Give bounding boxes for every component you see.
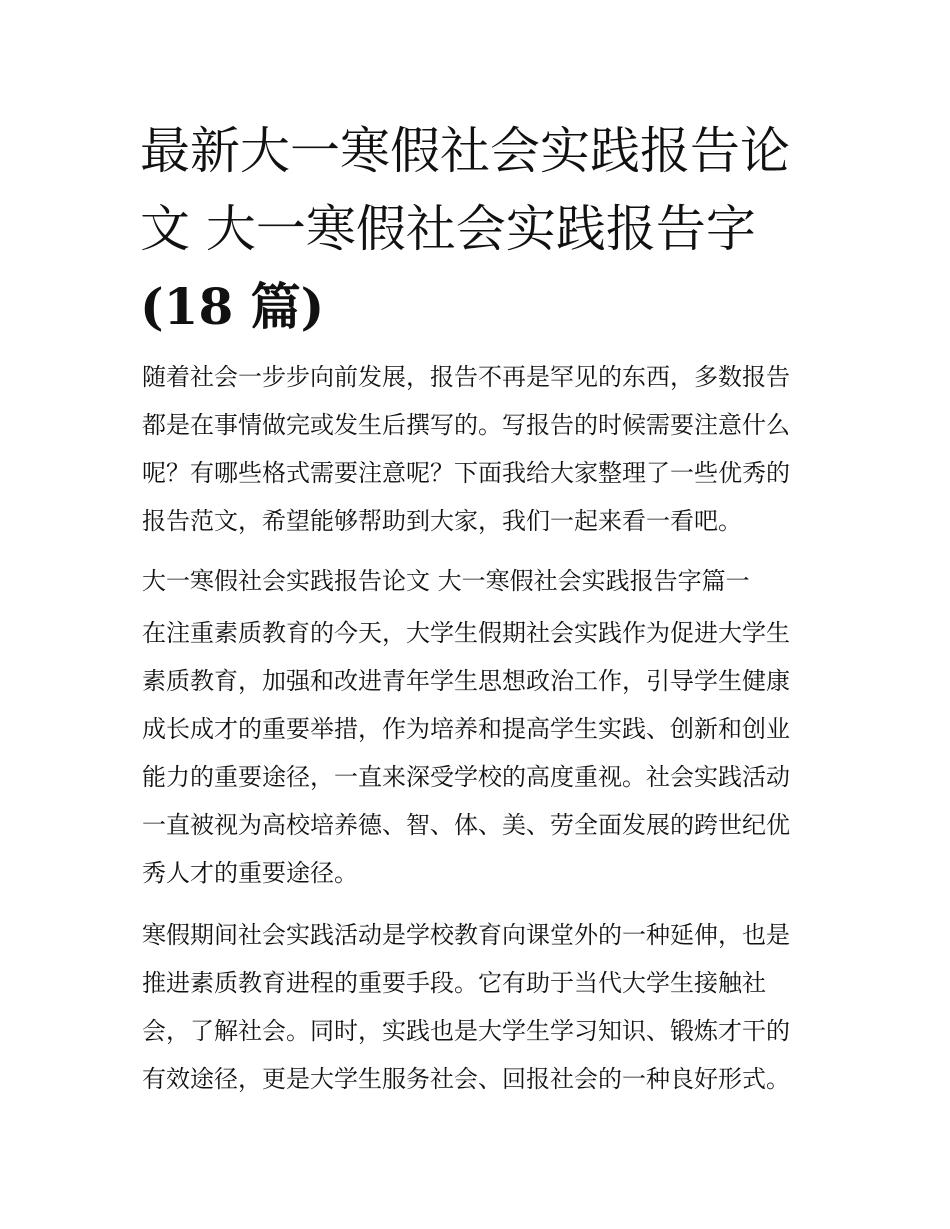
intro-paragraph — [142, 353, 822, 545]
text-line: 报告范文，希望能够帮助到大家，我们一起来看一看吧。 — [142, 507, 742, 535]
text-line: 素质教育，加强和改进青年学生思想政治工作，引导学生健康 — [142, 667, 790, 695]
text-line: 一直被视为高校培养德、智、体、美、劳全面发展的跨世纪优 — [142, 811, 790, 839]
document-title — [140, 112, 820, 346]
text-line: 呢？有哪些格式需要注意呢？下面我给大家整理了一些优秀的 — [142, 459, 790, 487]
body-paragraph — [142, 609, 822, 897]
text-line: 随着社会一步步向前发展，报告不再是罕见的东西，多数报告 — [142, 363, 790, 391]
title-line: 最新大一寒假社会实践报告论 — [140, 122, 790, 180]
text-line: 推进素质教育进程的重要手段。它有助于当代大学生接触社 — [142, 969, 766, 997]
section-heading: 大一寒假社会实践报告论文 大一寒假社会实践报告字篇一 — [142, 567, 750, 595]
body-paragraph — [142, 911, 822, 1103]
text-line: 成长成才的重要举措，作为培养和提高学生实践、创新和创业 — [142, 715, 790, 743]
title-line: 文 大一寒假社会实践报告字 — [140, 200, 756, 258]
title-line: (18 篇) — [140, 277, 325, 336]
text-line: 能力的重要途径，一直来深受学校的高度重视。社会实践活动 — [142, 763, 790, 791]
text-line: 寒假期间社会实践活动是学校教育向课堂外的一种延伸，也是 — [142, 921, 790, 949]
text-line: 在注重素质教育的今天，大学生假期社会实践作为促进大学生 — [142, 619, 790, 647]
text-line: 都是在事情做完或发生后撰写的。写报告的时候需要注意什么 — [142, 411, 790, 439]
text-line: 有效途径，更是大学生服务社会、回报社会的一种良好形式。 — [142, 1065, 790, 1093]
text-line: 秀人才的重要途径。 — [142, 859, 358, 887]
text-line: 会，了解社会。同时，实践也是大学生学习知识、锻炼才干的 — [142, 1017, 790, 1045]
